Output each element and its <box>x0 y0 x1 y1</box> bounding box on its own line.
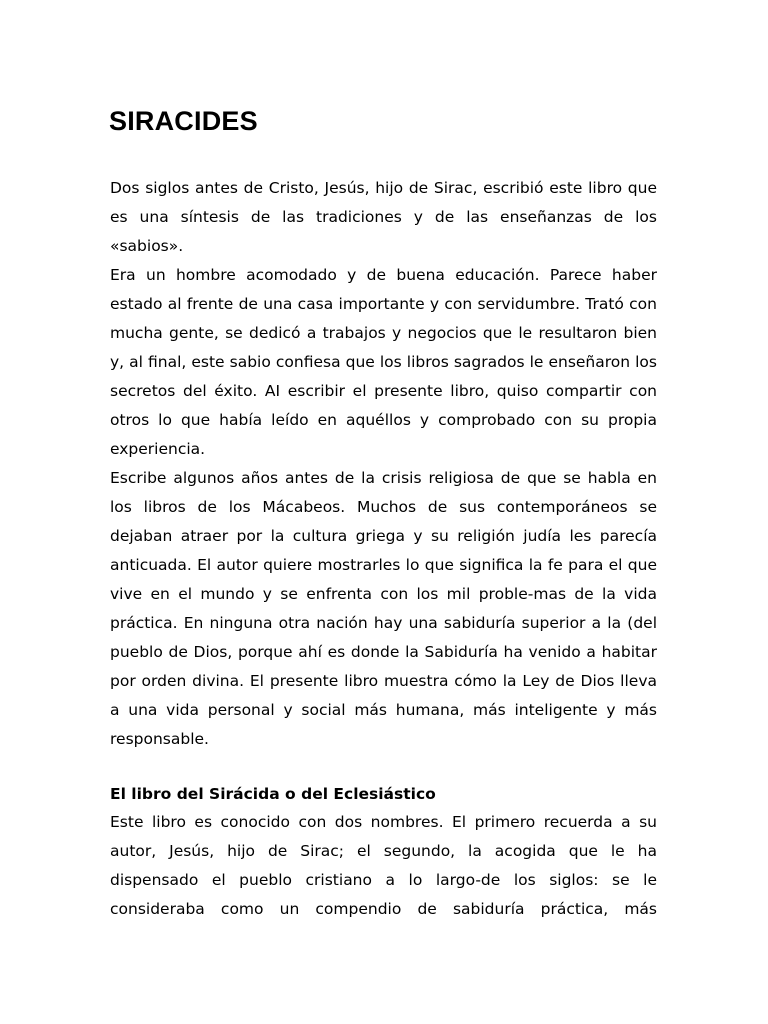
section-text-block <box>110 808 657 924</box>
intro-paragraph-2: Era un hombre acomodado y de buena educación. Parece haber estado al frente de una casa importante y con servidumbre. Trató con mucha gente, se dedicó a trabajos y negocios que le resultaron bien y, al final, este sabio confiesa que los libros sagrados le enseñaron los secretos del éxito. AI escribir el presente libro, quiso compartir con otros lo que había leído en aquéllos y comprobado con su propia experiencia. <box>110 266 657 458</box>
intro-paragraph-3: Escribe algunos años antes de la crisis religiosa de que se habla en los libros de los Mácabeos. Muchos de sus contemporáneos se dejaban atraer por la cultura griega y su religión judía les parecía anticuada. El autor quiere mostrarles lo que significa la fe para el que vive en el mundo y se enfrenta con los mil proble-mas de la vida práctica. En ninguna otra nación hay una sabiduría superior a la (del pueblo de Dios, porque ahí es donde la Sabiduría ha venido a habitar por orden divina. El presente libro muestra cómo la Ley de Dios lleva a una vida personal y social más humana, más inteligente y más responsable. <box>110 469 657 748</box>
document-title: SIRACIDES <box>109 106 258 136</box>
section-paragraph: Este libro es conocido con dos nombres. El primero recuerda a su autor, Jesús, hijo de Sirac; el segundo, la acogida que le ha dispensado el pueblo cristiano a lo largo-de los siglos: se le consideraba como un compendio de sabiduría práctica, más <box>110 813 657 918</box>
section-heading: El libro del Sirácida o del Eclesiástico <box>110 785 436 803</box>
intro-text-block <box>110 174 657 754</box>
intro-paragraph-1: Dos siglos antes de Cristo, Jesús, hijo de Sirac, escribió este libro que es una síntesis de las tradiciones y de las enseñanzas de los «sabios». <box>110 179 657 255</box>
